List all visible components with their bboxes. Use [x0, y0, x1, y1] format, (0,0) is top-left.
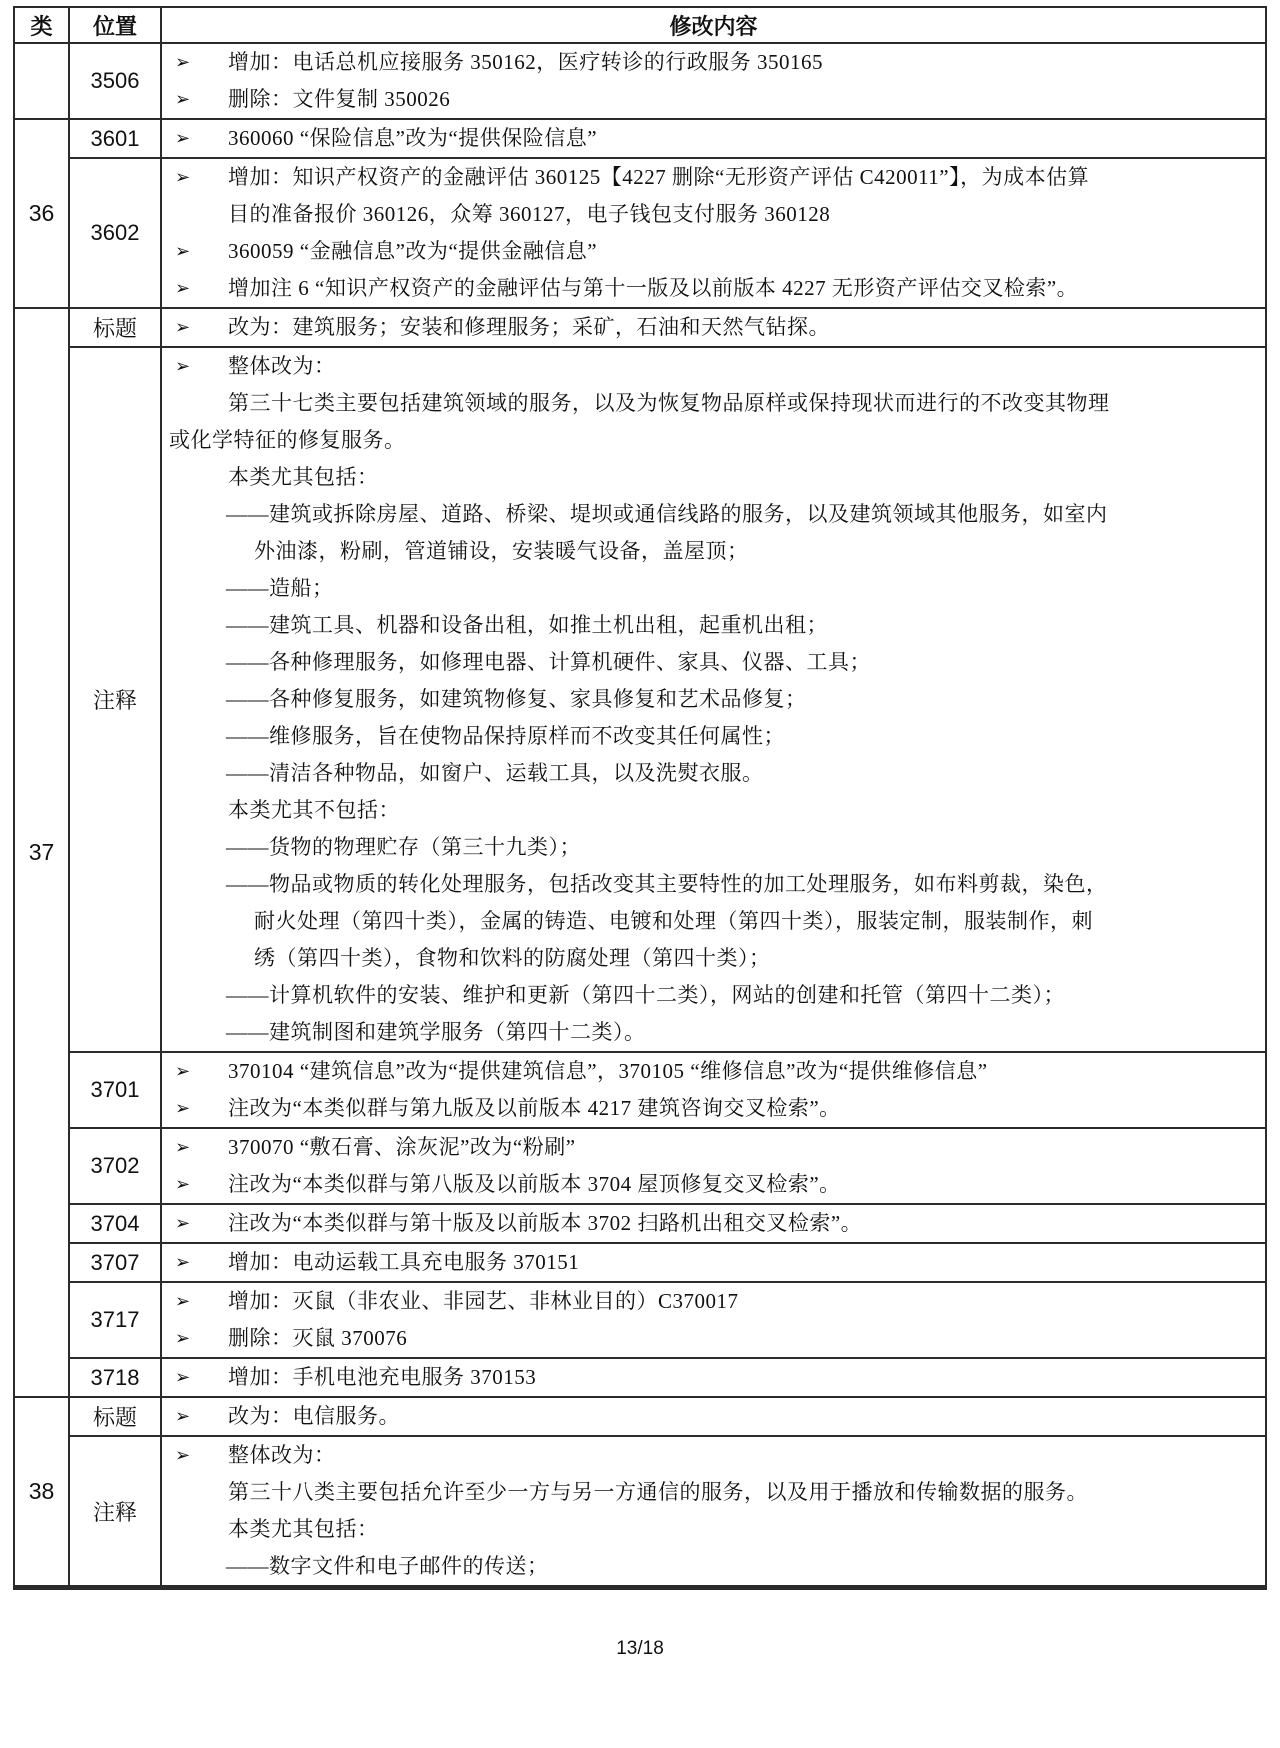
content-line [162, 496, 1265, 533]
content-cell [161, 1128, 1266, 1204]
arrow-bullet-icon: ➢ [175, 1213, 191, 1234]
arrow-bullet-icon: ➢ [175, 1291, 191, 1312]
table-row [14, 308, 1266, 347]
content-line [162, 1244, 1265, 1281]
position-label: 3718 [90, 1364, 140, 1390]
arrow-bullet-icon: ➢ [175, 128, 191, 149]
content-line [162, 1014, 1265, 1051]
revision-table [13, 6, 1267, 1590]
position-cell [69, 1436, 161, 1588]
content-line-text: 绣（第四十类），食物和饮料的防腐处理（第四十类）； [254, 946, 771, 970]
content-cell [161, 347, 1266, 1052]
content-cell [161, 1282, 1266, 1358]
content-line [162, 829, 1265, 866]
content-line [162, 1548, 1265, 1585]
table-row [14, 1397, 1266, 1436]
arrow-bullet-icon: ➢ [175, 278, 191, 299]
arrow-bullet-icon: ➢ [175, 356, 191, 377]
content-line-text: 改为：电信服务。 [228, 1404, 400, 1428]
table-row [14, 1204, 1266, 1243]
position-label: 标题 [92, 1405, 137, 1430]
arrow-bullet-icon: ➢ [175, 167, 191, 188]
table-row [14, 1052, 1266, 1128]
content-line-text: 耐火处理（第四十类），金属的铸造、电镀和处理（第四十类），服装定制，服装制作，刺 [254, 909, 1093, 933]
table-row [14, 347, 1266, 1052]
content-line [162, 159, 1265, 196]
arrow-bullet-icon: ➢ [175, 52, 191, 73]
content-line [162, 792, 1265, 829]
content-line [162, 120, 1265, 157]
content-line-text: ——建筑制图和建筑学服务（第四十二类）。 [226, 1020, 646, 1044]
content-line-text: ——数字文件和电子邮件的传送； [226, 1554, 549, 1578]
content-line [162, 1437, 1265, 1474]
position-label: 3717 [90, 1307, 140, 1332]
arrow-bullet-icon: ➢ [175, 1061, 191, 1082]
class-label: 37 [28, 839, 55, 865]
content-line [162, 1205, 1265, 1242]
content-line [162, 1320, 1265, 1357]
class-cell [14, 308, 69, 1397]
content-line-text: 删除：文件复制 350026 [228, 87, 451, 111]
content-line [162, 1053, 1265, 1090]
document-page [0, 6, 1280, 1748]
table-row [14, 1128, 1266, 1204]
table-row [14, 1358, 1266, 1397]
content-line-text: ——造船； [226, 576, 334, 600]
content-line [162, 1359, 1265, 1396]
content-cell [161, 308, 1266, 347]
content-line-text: 360059 “金融信息”改为“提供金融信息” [228, 239, 598, 263]
arrow-bullet-icon: ➢ [175, 1098, 191, 1119]
arrow-bullet-icon: ➢ [175, 317, 191, 338]
page-number: 13/18 [616, 1638, 664, 1659]
table-row [14, 119, 1266, 158]
content-line-text: 增加注 6 “知识产权资产的金融评估与第十一版及以前版本 4227 无形资产评估交叉检索”。 [228, 276, 1079, 300]
class-cell [14, 119, 69, 308]
content-line [162, 903, 1265, 940]
table-row [14, 158, 1266, 308]
content-line-text: 360060 “保险信息”改为“提供保险信息” [228, 126, 598, 150]
table-row [14, 1436, 1266, 1588]
position-cell [69, 1397, 161, 1436]
content-line [162, 1398, 1265, 1435]
content-line [162, 755, 1265, 792]
content-line [162, 196, 1265, 233]
content-cell [161, 1052, 1266, 1128]
content-line [162, 977, 1265, 1014]
position-label: 3701 [90, 1077, 140, 1102]
table-header-row [14, 7, 1266, 43]
position-label: 标题 [92, 316, 137, 341]
position-cell [69, 1243, 161, 1282]
arrow-bullet-icon: ➢ [175, 1174, 191, 1195]
class-cell [14, 43, 69, 119]
content-line-text: ——计算机软件的安装、维护和更新（第四十二类），网站的创建和托管（第四十二类）； [226, 983, 1065, 1007]
table-row [14, 1282, 1266, 1358]
table-row [14, 1243, 1266, 1282]
content-cell [161, 1436, 1266, 1588]
arrow-bullet-icon: ➢ [175, 89, 191, 110]
content-line-text: 删除：灭鼠 370076 [228, 1326, 408, 1350]
content-line [162, 718, 1265, 755]
arrow-bullet-icon: ➢ [175, 1252, 191, 1273]
content-line-text: 外油漆，粉刷，管道铺设，安装暖气设备，盖屋顶； [254, 539, 749, 563]
content-line [162, 348, 1265, 385]
content-line-text: 本类尤其包括： [228, 1517, 379, 1541]
position-cell [69, 1282, 161, 1358]
content-line [162, 270, 1265, 307]
position-label: 3704 [90, 1210, 140, 1236]
content-cell [161, 43, 1266, 119]
content-line [162, 644, 1265, 681]
content-line-text: ——建筑工具、机器和设备出租，如推土机出租，起重机出租； [226, 613, 828, 637]
content-line [162, 866, 1265, 903]
content-line [162, 1090, 1265, 1127]
content-line-text: 改为：建筑服务；安装和修理服务；采矿，石油和天然气钻探。 [228, 315, 830, 339]
content-cell [161, 1204, 1266, 1243]
content-line-text: 或化学特征的修复服务。 [169, 428, 406, 452]
col-header-class: 类 [14, 7, 69, 43]
content-line [162, 81, 1265, 118]
content-line-text: 整体改为： [228, 1443, 336, 1467]
arrow-bullet-icon: ➢ [175, 241, 191, 262]
class-cell [14, 1397, 69, 1588]
arrow-bullet-icon: ➢ [175, 1137, 191, 1158]
position-cell [69, 43, 161, 119]
content-line [162, 940, 1265, 977]
arrow-bullet-icon: ➢ [175, 1367, 191, 1388]
position-cell [69, 347, 161, 1052]
col-header-content: 修改内容 [161, 7, 1266, 43]
position-label: 3506 [90, 68, 140, 93]
content-line-text: 整体改为： [228, 354, 336, 378]
content-line [162, 1474, 1265, 1511]
content-line [162, 681, 1265, 718]
content-cell [161, 119, 1266, 158]
position-cell [69, 158, 161, 308]
content-cell [161, 1397, 1266, 1436]
class-label: 36 [28, 200, 55, 226]
position-label: 3601 [90, 125, 140, 151]
content-line [162, 607, 1265, 644]
content-line-text: ——物品或物质的转化处理服务，包括改变其主要特性的加工处理服务，如布料剪裁，染色， [226, 872, 1108, 896]
content-line-text: ——建筑或拆除房屋、道路、桥梁、堤坝或通信线路的服务，以及建筑领域其他服务，如室内 [226, 502, 1108, 526]
content-line-text: 注改为“本类似群与第九版及以前版本 4217 建筑咨询交叉检索”。 [228, 1096, 841, 1120]
arrow-bullet-icon: ➢ [175, 1445, 191, 1466]
class-label: 38 [28, 1478, 55, 1504]
content-line-text: ——各种修复服务，如建筑物修复、家具修复和艺术品修复； [226, 687, 807, 711]
position-label: 注释 [92, 1499, 137, 1525]
content-line-text: 注改为“本类似群与第十版及以前版本 3702 扫路机出租交叉检索”。 [228, 1211, 863, 1235]
content-line-text: ——清洁各种物品，如窗户、运载工具，以及洗熨衣服。 [226, 761, 764, 785]
content-line-text: 第三十八类主要包括允许至少一方与另一方通信的服务，以及用于播放和传输数据的服务。 [228, 1480, 1088, 1504]
content-line-text: 第三十七类主要包括建筑领域的服务，以及为恢复物品原样或保持现状而进行的不改变其物理 [228, 391, 1110, 415]
content-line-text: 370070 “敷石膏、涂灰泥”改为“粉刷” [228, 1135, 576, 1159]
content-line-text: ——维修服务，旨在使物品保持原样而不改变其任何属性； [226, 724, 785, 748]
content-line [162, 233, 1265, 270]
position-label: 3702 [90, 1153, 140, 1178]
table-row [14, 43, 1266, 119]
content-line-text: 本类尤其包括： [228, 465, 379, 489]
arrow-bullet-icon: ➢ [175, 1328, 191, 1349]
content-line [162, 422, 1265, 459]
content-line [162, 570, 1265, 607]
position-label: 3707 [90, 1249, 140, 1275]
content-line-text: 增加：灭鼠（非农业、非园艺、非林业目的）C370017 [228, 1289, 739, 1313]
position-cell [69, 1358, 161, 1397]
content-line [162, 1166, 1265, 1203]
content-line-text: 增加：知识产权资产的金融评估 360125【4227 删除“无形资产评估 C420011”】，为成本估算 [228, 165, 1090, 189]
content-line-text: 增加：手机电池充电服务 370153 [228, 1365, 537, 1389]
content-line [162, 44, 1265, 81]
position-cell [69, 1128, 161, 1204]
content-line [162, 1511, 1265, 1548]
content-line [162, 385, 1265, 422]
position-label: 注释 [92, 688, 137, 713]
content-line-text: 增加：电话总机应接服务 350162，医疗转诊的行政服务 350165 [228, 50, 823, 74]
position-cell [69, 308, 161, 347]
position-cell [69, 1204, 161, 1243]
content-line-text: 注改为“本类似群与第八版及以前版本 3704 屋顶修复交叉检索”。 [228, 1172, 841, 1196]
content-line-text: 增加：电动运载工具充电服务 370151 [228, 1250, 580, 1274]
content-line [162, 533, 1265, 570]
arrow-bullet-icon: ➢ [175, 1406, 191, 1427]
position-cell [69, 119, 161, 158]
content-line-text: 370104 “建筑信息”改为“提供建筑信息”，370105 “维修信息”改为“提供维修信息” [228, 1059, 988, 1083]
content-cell [161, 1243, 1266, 1282]
content-line-text: ——各种修理服务，如修理电器、计算机硬件、家具、仪器、工具； [226, 650, 871, 674]
content-line [162, 459, 1265, 496]
content-line-text: 目的准备报价 360126，众筹 360127，电子钱包支付服务 360128 [228, 202, 831, 226]
content-line-text: 本类尤其不包括： [228, 798, 400, 822]
position-cell [69, 1052, 161, 1128]
content-cell [161, 1358, 1266, 1397]
content-line [162, 1129, 1265, 1166]
col-header-position: 位置 [69, 7, 161, 43]
content-line [162, 309, 1265, 346]
content-line-text: ——货物的物理贮存（第三十九类）； [226, 835, 581, 859]
content-line [162, 1283, 1265, 1320]
content-cell [161, 158, 1266, 308]
position-label: 3602 [90, 220, 140, 245]
